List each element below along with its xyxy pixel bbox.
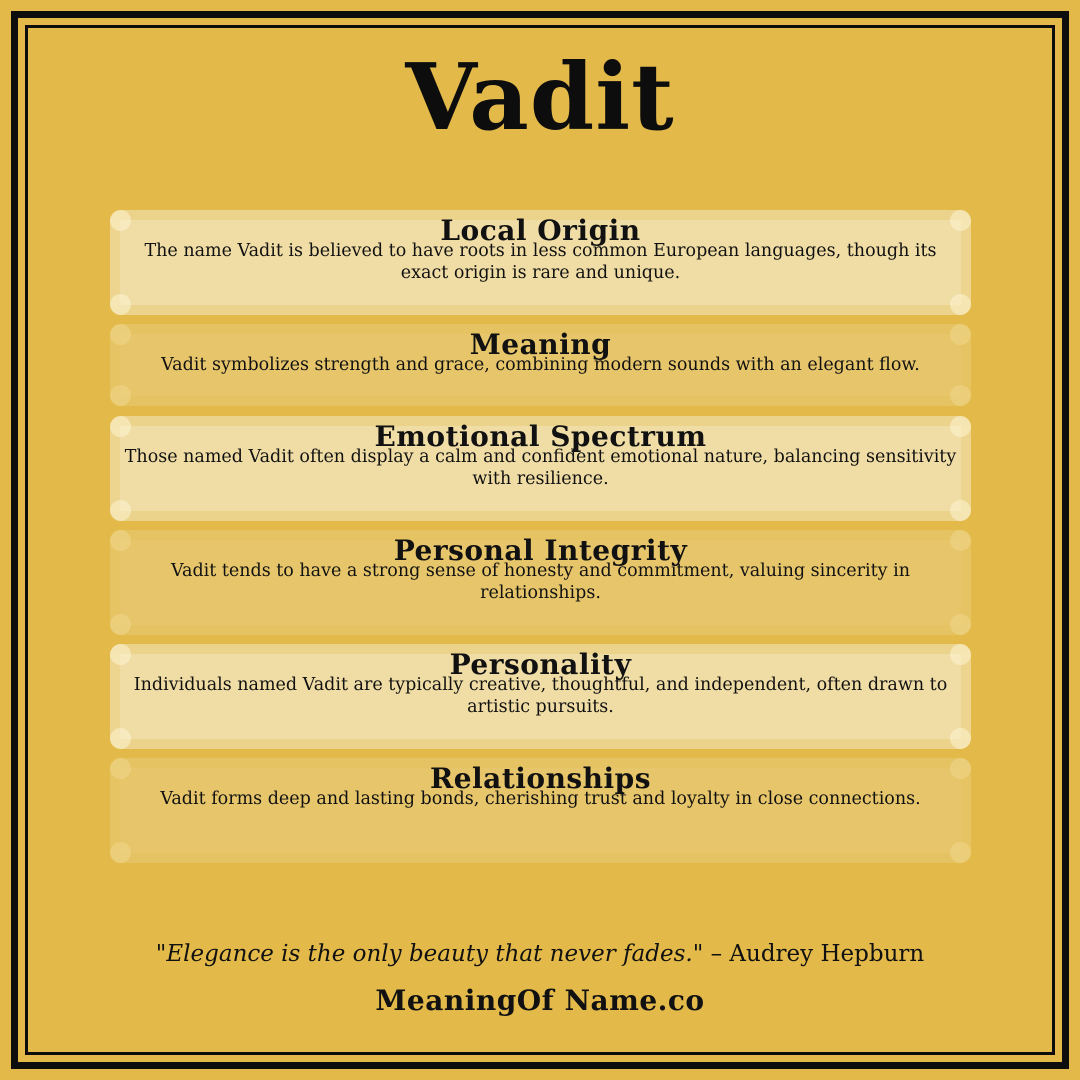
corner-dot: [950, 614, 971, 635]
corner-dot: [110, 294, 131, 315]
corner-dot: [950, 294, 971, 315]
section-title: Meaning: [469, 328, 612, 361]
section-title: Personal Integrity: [393, 534, 688, 567]
section-text: Those named Vadit often display a calm and confident emotional nature, balancing sensitivity with resilience.: [124, 447, 957, 489]
section-card-personal-integrity: [110, 530, 971, 635]
name-title: Vadit: [405, 43, 675, 151]
corner-dot: [110, 842, 131, 863]
corner-dot: [110, 728, 131, 749]
corner-dot: [110, 385, 131, 406]
corner-dot: [950, 728, 971, 749]
section-title: Local Origin: [440, 214, 641, 247]
quote-attribution: " – Audrey Hepburn: [692, 941, 925, 967]
corner-dot: [950, 385, 971, 406]
section-text: Vadit symbolizes strength and grace, combining modern sounds with an elegant flow.: [161, 355, 920, 375]
quote-open: ": [155, 941, 167, 967]
section-card-personality: [110, 644, 971, 749]
card-band: [110, 511, 971, 521]
card-band: [110, 396, 971, 406]
site-name: MeaningOf Name.co: [375, 984, 705, 1017]
section-card-local-origin: [110, 210, 971, 315]
card-band: [110, 739, 971, 749]
section-title: Emotional Spectrum: [374, 420, 707, 453]
section-card-relationships: [110, 758, 971, 863]
card-band: [110, 625, 971, 635]
quote: [0, 938, 1080, 970]
corner-dot: [950, 842, 971, 863]
section-text: Vadit forms deep and lasting bonds, cherishing trust and loyalty in close connections.: [160, 789, 921, 809]
corner-dot: [950, 500, 971, 521]
section-card-meaning: [110, 324, 971, 406]
section-text: The name Vadit is believed to have roots in less common European languages, though its exact origin is rare and unique.: [144, 241, 937, 283]
card-band: [110, 305, 971, 315]
corner-dot: [110, 614, 131, 635]
section-title: Personality: [449, 648, 632, 681]
section-title: Relationships: [429, 762, 652, 795]
section-card-emotional-spectrum: [110, 416, 971, 521]
section-text: Individuals named Vadit are typically creative, thoughtful, and independent, often drawn to artistic pursuits.: [133, 675, 948, 717]
quote-text: Elegance is the only beauty that never fades.: [166, 941, 693, 967]
card-band: [110, 853, 971, 863]
corner-dot: [110, 500, 131, 521]
section-text: Vadit tends to have a strong sense of honesty and commitment, valuing sincerity in relationships.: [171, 561, 910, 603]
